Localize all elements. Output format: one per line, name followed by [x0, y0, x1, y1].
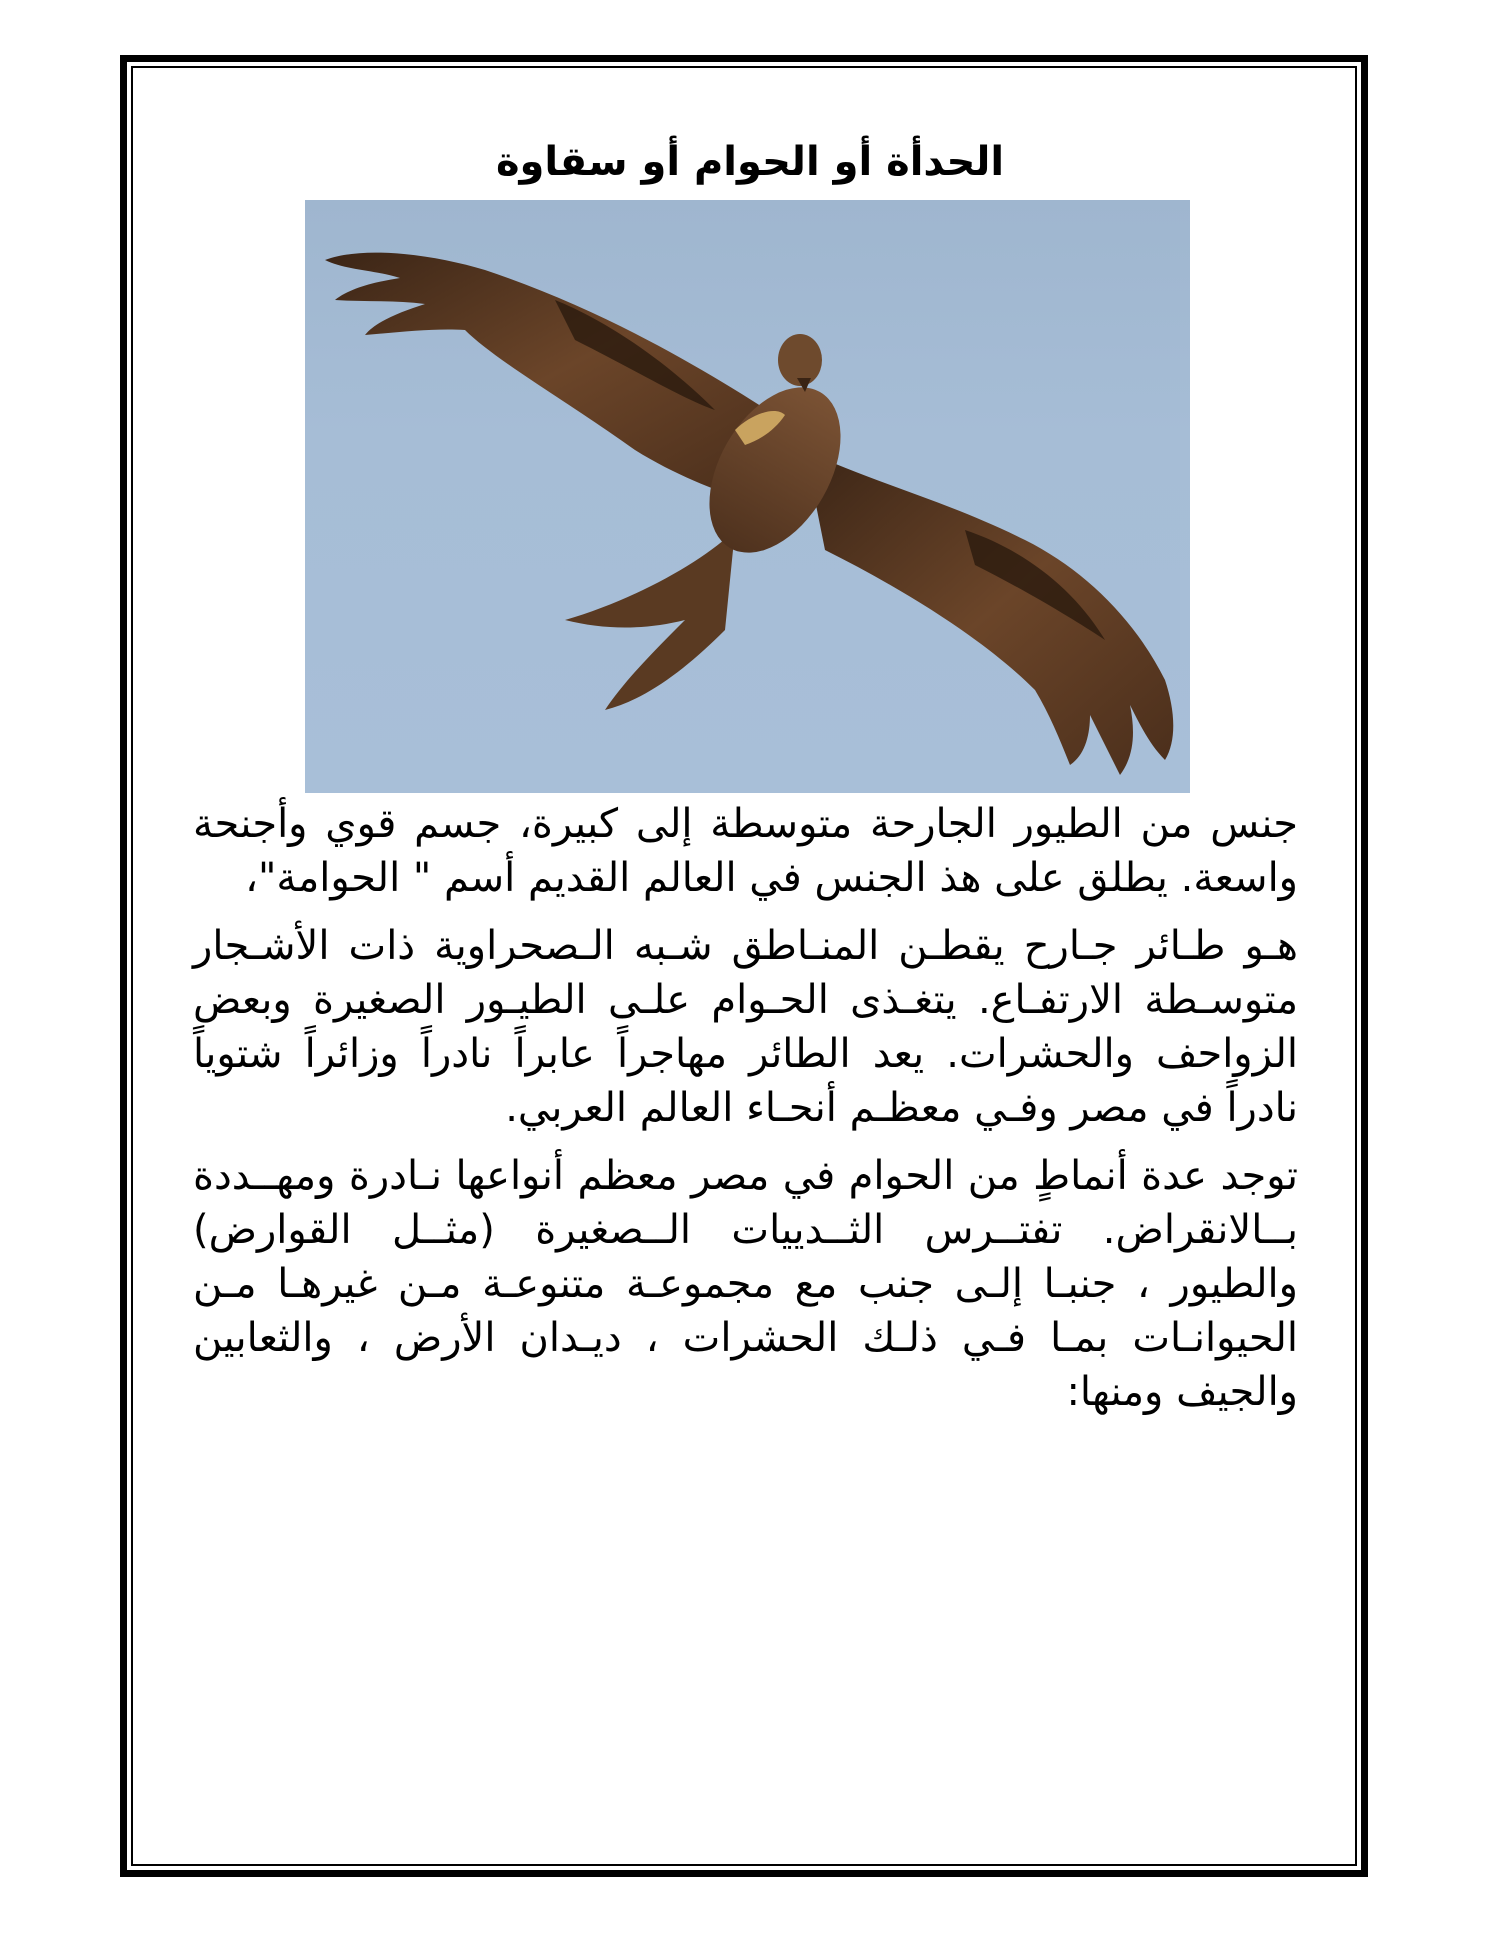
left-wing: [325, 253, 775, 500]
bird-photo: [305, 200, 1190, 793]
kite-bird-illustration: [305, 200, 1190, 793]
right-wing: [805, 450, 1173, 775]
paragraph-2: هـو طـائر جـارح يقطـن المنـاطق شـبه الـصحراوية ذات الأشـجار متوسـطة الارتفـاع. يتغـذى الحـوام علـى الطيـور الصغيرة وبعض الزواحف والحشرات. يعد الطائر مهاجراً عابراً نادراً وزائراً شتوياً نادراً في مصر وفـي معظـم أنحـاء العالم العربي.: [193, 923, 1298, 1131]
paragraph-1: جنس من الطيور الجارحة متوسطة إلى كبيرة، جسم قوي وأجنحة واسعة. يطلق على هذ الجنس في العالم القديم أسم " الحوامة"،: [193, 801, 1298, 901]
paragraph-3: توجد عدة أنماطٍ من الحوام في مصر معظم أنواعها نـادرة ومهــددة بــالانقراض. تفتــرس الثــدييات الــصغيرة (مثــل القوارض) والطيور ، جنبـا إلـى جنب مع مجموعـة متنوعـة مـن غيرهـا مـن الحيوانـات بمـا فـي ذلـك الحشرات ، ديـدان الأرض ، والثعابين والجيف ومنها:: [193, 1153, 1298, 1415]
bird-tail: [565, 530, 735, 710]
article-body: [193, 797, 1298, 1433]
page-title: الحدأة أو الحوام أو سقاوة: [495, 139, 1005, 185]
